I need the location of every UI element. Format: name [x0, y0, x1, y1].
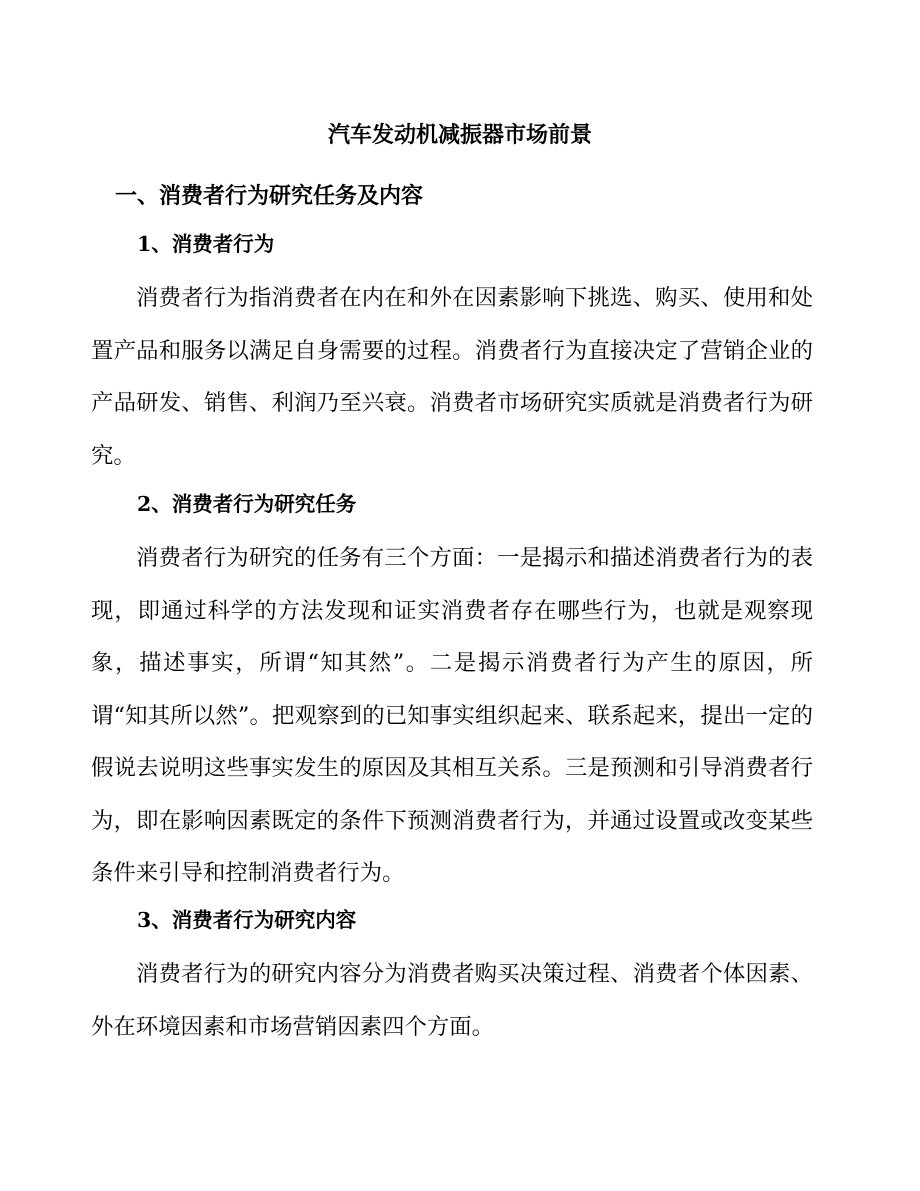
paragraph-1: 消费者行为指消费者在内在和外在因素影响下挑选、购买、使用和处置产品和服务以满足自身需要的过程。消费者行为直接决定了营销企业的产品研发、销售、利润乃至兴衰。消费者市场研究实质就是消费者行为研究。: [91, 285, 813, 469]
subsection-heading-3: 3、消费者行为研究内容: [137, 908, 357, 932]
section-heading-1: 一、消费者行为研究任务及内容: [115, 184, 424, 209]
subsection-heading-1: 1、消费者行为: [137, 232, 275, 256]
paragraph-2: 消费者行为研究的任务有三个方面：一是揭示和描述消费者行为的表现，即通过科学的方法发现和证实消费者存在哪些行为，也就是观察现象，描述事实，所谓“知其然”。二是揭示消费者行为产生的原因，所谓“知其所以然”。把观察到的已知事实组织起来、联系起来，提出一定的假说去说明这些事实发生的原因及其相互关系。三是预测和引导消费者行为，即在影响因素既定的条件下预测消费者行为，并通过设置或改变某些条件来引导和控制消费者行为。: [91, 545, 813, 886]
subsection-heading-2: 2、消费者行为研究任务: [137, 492, 357, 516]
document-title: 汽车发动机减振器市场前景: [327, 123, 592, 148]
paragraph-3: 消费者行为的研究内容分为消费者购买决策过程、消费者个体因素、外在环境因素和市场营销因素四个方面。: [91, 961, 813, 1040]
